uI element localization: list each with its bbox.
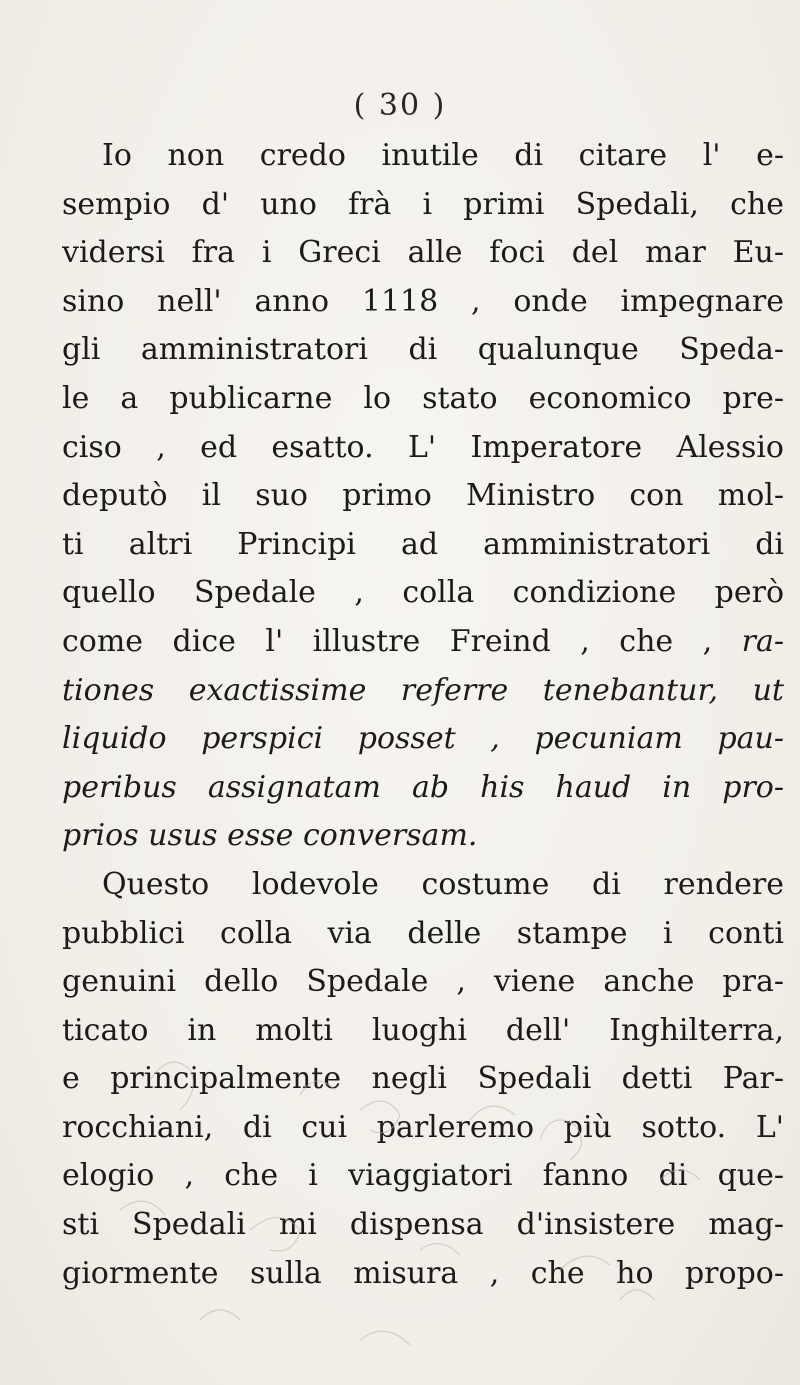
text-line: pubblici colla via delle stampe i conti	[62, 915, 784, 951]
text-line: ciso , ed esatto. L' Imperatore Alessio	[62, 429, 784, 465]
text-line: sti Spedali mi dispensa d'insistere mag-	[62, 1207, 784, 1243]
text-line-italic: ra-	[741, 623, 784, 659]
page-number: ( 30 )	[353, 88, 447, 123]
text-line-roman: come dice l' illustre Freind , che ,	[62, 623, 742, 659]
text-line: e principalmente negli Spedali detti Par-	[62, 1061, 784, 1097]
text-line: elogio , che i viaggiatori fanno di que-	[62, 1158, 784, 1194]
text-line: quello Spedale , colla condizione però	[62, 575, 784, 611]
text-line: genuini dello Spedale , viene anche pra-	[62, 964, 784, 1000]
text-line: gli amministratori di qualunque Speda-	[62, 332, 784, 368]
body-text	[62, 132, 784, 1298]
text-line: ticato in molti luoghi dell' Inghilterra,	[62, 1012, 784, 1048]
text-line: vidersi fra i Greci alle foci del mar Eu-	[62, 235, 784, 271]
text-line: ti altri Principi ad amministratori di	[62, 526, 784, 562]
latin-quote-line: peribus assignatam ab his haud in pro-	[62, 769, 784, 805]
latin-quote-line: prios usus esse conversam.	[62, 818, 478, 854]
text-line: sino nell' anno 1118 , onde impegnare	[62, 283, 784, 319]
text-line	[62, 618, 784, 667]
latin-quote-line: liquido perspici posset , pecuniam pau-	[62, 721, 784, 757]
text-line: le a publicarne lo stato economico pre-	[62, 380, 784, 416]
latin-quote-line: tiones exactissime referre tenebantur, ut	[62, 672, 784, 708]
text-line: giormente sulla misura , che ho propo-	[62, 1255, 784, 1291]
text-line: Io non credo inutile di citare l' e-	[102, 138, 784, 173]
text-line: sempio d' uno frà i primi Spedali, che	[62, 186, 784, 222]
text-line: rocchiani, di cui parleremo più sotto. L'	[62, 1109, 784, 1145]
text-line: deputò il suo primo Ministro con mol-	[62, 478, 784, 514]
text-line: Questo lodevole costume di rendere	[102, 866, 784, 902]
